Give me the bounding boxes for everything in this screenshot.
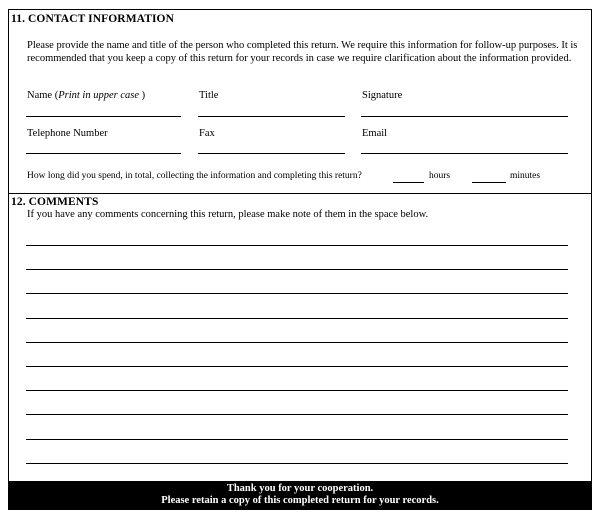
comment-line[interactable] bbox=[26, 390, 568, 391]
title-field[interactable] bbox=[198, 116, 345, 117]
footer-banner bbox=[9, 481, 591, 509]
footer-thanks: Thank you for your cooperation. bbox=[226, 483, 374, 494]
section-11-title: 11. CONTACT INFORMATION bbox=[11, 13, 174, 25]
name-label: Name (Print in upper case ) bbox=[27, 90, 146, 101]
hours-label: hours bbox=[429, 171, 451, 181]
comments-instruction: If you have any comments concerning this return, please make note of them in the space below. bbox=[27, 209, 429, 220]
contact-intro-text: Please provide the name and title of the person who completed this return. We require this information for follow-up purposes. It is recommended that you keep a copy of this return for your records in case we require clarification about the information provided. bbox=[27, 40, 578, 64]
signature-field[interactable] bbox=[361, 116, 568, 117]
time-spent-question: How long did you spend, in total, collecting the information and completing this return? bbox=[27, 171, 362, 181]
minutes-field[interactable] bbox=[472, 182, 506, 183]
name-field[interactable] bbox=[26, 116, 181, 117]
comment-line[interactable] bbox=[26, 245, 568, 246]
title-label: Title bbox=[199, 90, 219, 101]
comment-line[interactable] bbox=[26, 366, 568, 367]
signature-label: Signature bbox=[362, 90, 403, 101]
footer-retain-note: Please retain a copy of this completed return for your records. bbox=[161, 495, 439, 506]
email-label: Email bbox=[362, 128, 388, 139]
comment-line[interactable] bbox=[26, 269, 568, 270]
fax-label: Fax bbox=[199, 128, 215, 139]
comment-line[interactable] bbox=[26, 342, 568, 343]
telephone-field[interactable] bbox=[26, 153, 181, 154]
section-divider bbox=[9, 193, 591, 194]
comment-line[interactable] bbox=[26, 414, 568, 415]
telephone-label: Telephone Number bbox=[27, 128, 108, 139]
comment-line[interactable] bbox=[26, 463, 568, 464]
comment-line[interactable] bbox=[26, 439, 568, 440]
section-12-title: 12. COMMENTS bbox=[11, 196, 99, 208]
email-field[interactable] bbox=[361, 153, 568, 154]
fax-field[interactable] bbox=[198, 153, 345, 154]
comment-line[interactable] bbox=[26, 318, 568, 319]
minutes-label: minutes bbox=[510, 171, 541, 181]
survey-form-page bbox=[8, 9, 592, 510]
comment-line[interactable] bbox=[26, 293, 568, 294]
hours-field[interactable] bbox=[393, 182, 424, 183]
